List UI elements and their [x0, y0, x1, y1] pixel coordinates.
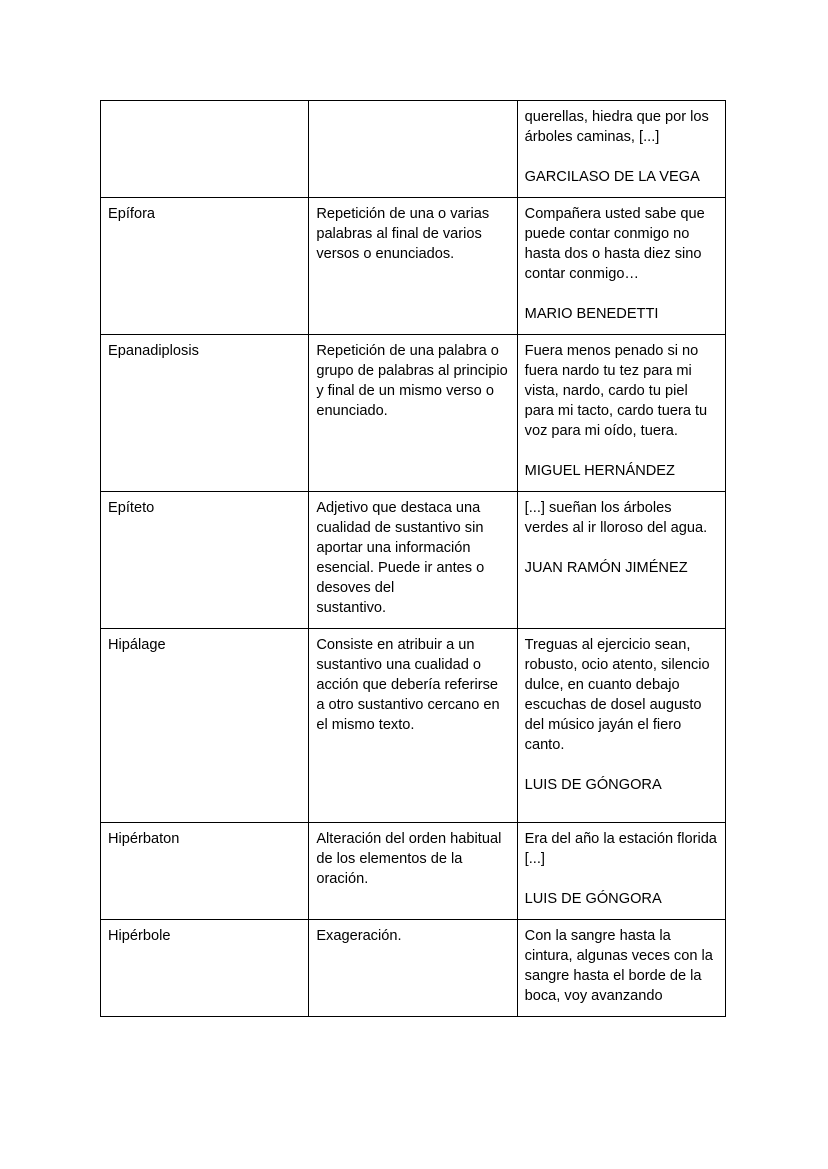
figure-definition: Repetición de una o varias palabras al final de varios versos o enunciados. — [316, 206, 490, 262]
figure-definition: Exageración. — [316, 928, 402, 944]
figure-definition: Repetición de una palabra o grupo de palabras al principio y final de un mismo verso o enunciado. — [316, 343, 508, 419]
figure-definition: Alteración del orden habitual de los elementos de la oración. — [316, 831, 502, 887]
figure-name-cell — [101, 492, 309, 629]
figure-name: Hipérbole — [108, 928, 171, 944]
figure-example-cell — [517, 101, 725, 198]
figure-example-text: querellas, hiedra que por los árboles caminas, [...] — [524, 109, 709, 145]
figure-example-cell — [517, 335, 725, 492]
figure-example-author: MARIO BENEDETTI — [524, 306, 659, 322]
table-row — [101, 629, 726, 823]
figure-name-cell — [101, 823, 309, 920]
figure-name-cell — [101, 920, 309, 1017]
figure-example-author: JUAN RAMÓN JIMÉNEZ — [524, 560, 688, 576]
figure-example-text: Con la sangre hasta la cintura, algunas veces con la sangre hasta el borde de la boca, voy avanzando — [524, 928, 713, 1004]
figure-name-cell — [101, 335, 309, 492]
figure-name-cell — [101, 198, 309, 335]
figure-example-author: LUIS DE GÓNGORA — [524, 777, 662, 793]
figure-example-author: MIGUEL HERNÁNDEZ — [524, 463, 675, 479]
figure-example-author: GARCILASO DE LA VEGA — [524, 169, 700, 185]
figure-definition-cell — [309, 492, 517, 629]
figure-example-cell — [517, 629, 725, 823]
figure-definition: Consiste en atribuir a un sustantivo una cualidad o acción que debería referirse a otro sustantivo cercano en el mismo texto. — [316, 637, 500, 733]
figure-example-text: Treguas al ejercicio sean, robusto, ocio atento, silencio dulce, en cuanto debajo escuchas de dosel augusto del músico jayán el fiero canto. — [524, 637, 710, 753]
figure-example-text: Fuera menos penado si no fuera nardo tu tez para mi vista, nardo, cardo tu piel para mi tacto, cardo tuera tu voz para mi oído, tuera. — [524, 343, 708, 439]
figure-example-text: Compañera usted sabe que puede contar conmigo no hasta dos o hasta diez sino contar conmigo… — [524, 206, 705, 282]
figure-definition: Adjetivo que destaca una cualidad de sustantivo sin aportar una información esencial. Puede ir antes o desoves del sustantivo. — [316, 500, 485, 616]
figure-definition-cell — [309, 101, 517, 198]
figure-example-cell — [517, 492, 725, 629]
figure-example-text: [...] sueñan los árboles verdes al ir lloroso del agua. — [524, 500, 708, 536]
figure-name: Epanadiplosis — [108, 343, 199, 359]
figure-name-cell — [101, 101, 309, 198]
figure-name: Epíteto — [108, 500, 155, 516]
figure-definition-cell — [309, 629, 517, 823]
figure-name-cell — [101, 629, 309, 823]
figure-definition-cell — [309, 198, 517, 335]
figure-name: Hipérbaton — [108, 831, 180, 847]
figure-name: Hipálage — [108, 637, 166, 653]
table-row — [101, 101, 726, 198]
figure-name: Epífora — [108, 206, 156, 222]
figure-example-cell — [517, 823, 725, 920]
figure-example-author: LUIS DE GÓNGORA — [524, 891, 662, 907]
figure-definition-cell — [309, 920, 517, 1017]
figure-example-text: Era del año la estación florida [...] — [524, 831, 717, 867]
table-row — [101, 335, 726, 492]
table-row — [101, 920, 726, 1017]
figure-definition-cell — [309, 823, 517, 920]
figure-example-cell — [517, 920, 725, 1017]
table-row — [101, 198, 726, 335]
literary-figures-table — [100, 100, 726, 1017]
figure-definition-cell — [309, 335, 517, 492]
table-row — [101, 492, 726, 629]
table-row — [101, 823, 726, 920]
figure-example-cell — [517, 198, 725, 335]
